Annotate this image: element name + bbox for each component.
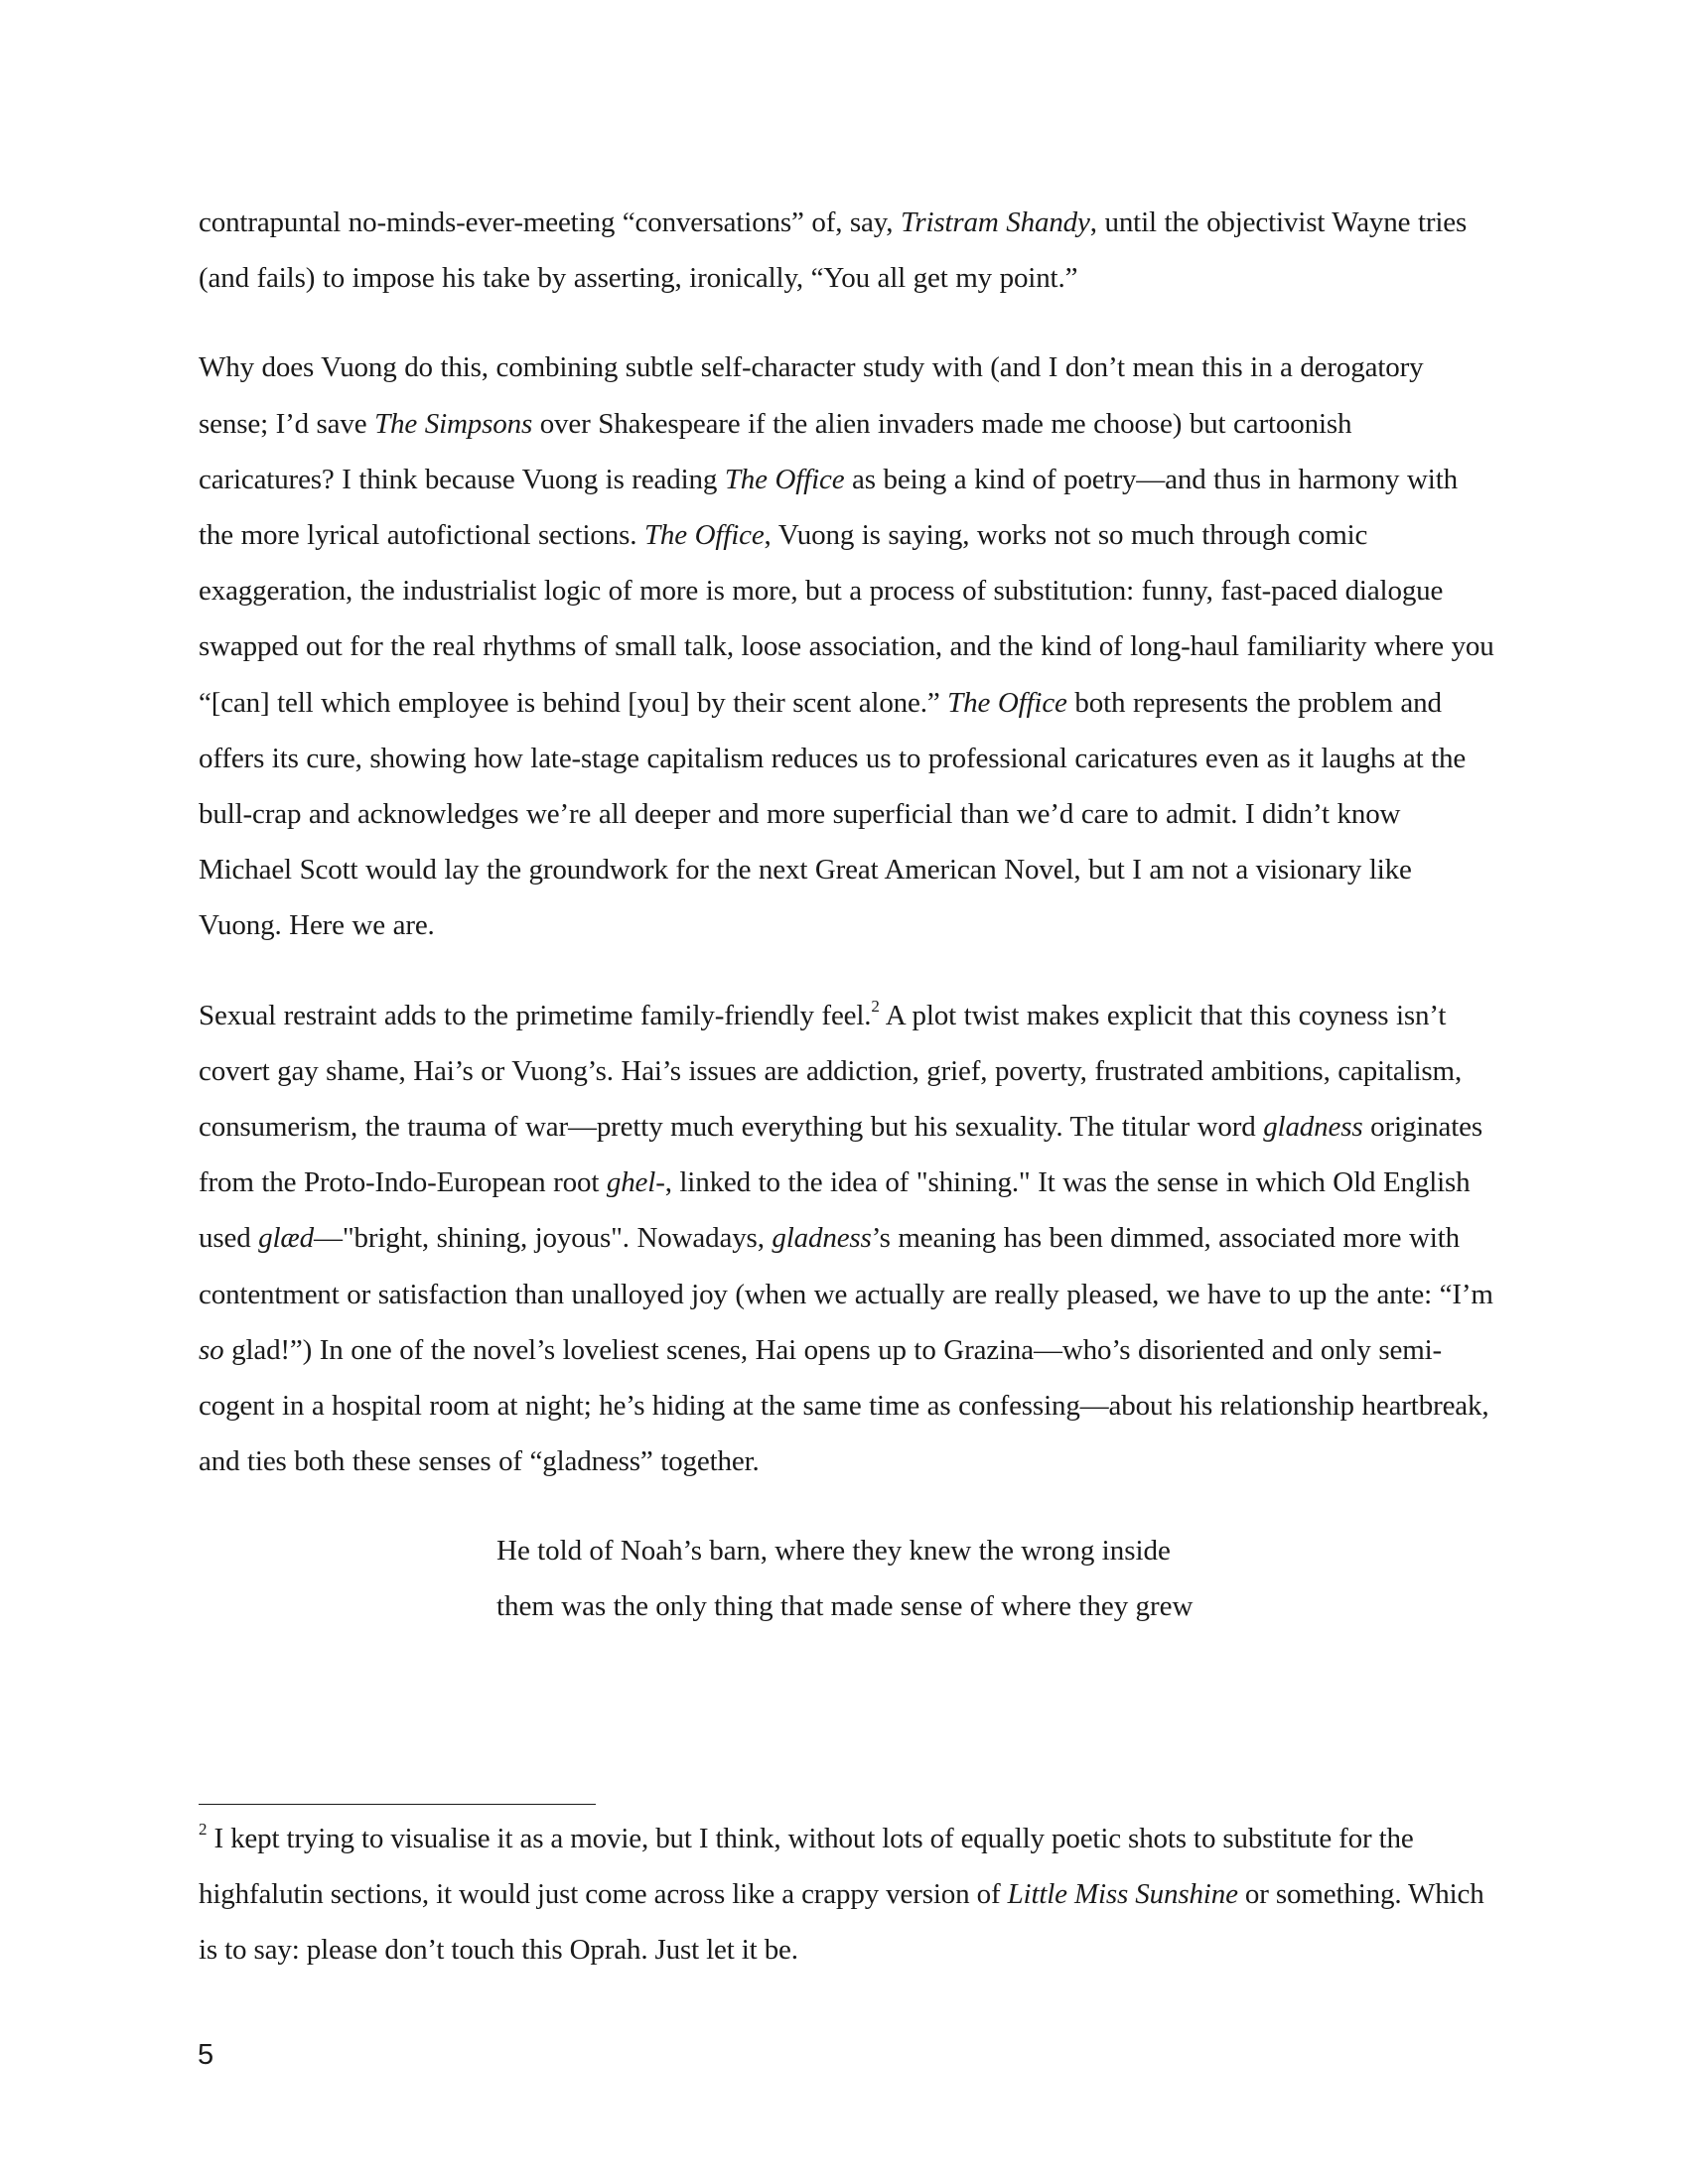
text-run: A plot twist makes explicit that this coyness isn’t covert gay shame, Hai’s or Vuong’s. Hai’s issues are addiction, grief, poverty, frustrated ambitions, capitalism, consumerism, the trauma of war—pretty much everything but his sexuality. The titular word: [199, 999, 1463, 1144]
text-run: Sexual restraint adds to the primetime family-friendly feel.: [199, 999, 872, 1031]
italic-text: gladness: [772, 1222, 872, 1255]
italic-text: so: [199, 1333, 224, 1366]
paragraph-2: [199, 340, 1494, 953]
quote-line-2: them was the only thing that made sense of where they grew: [496, 1590, 1194, 1623]
text-run: , until the objectivist Wayne tries (and fails) to impose his take by asserting, ironically, “You all get my point.”: [199, 206, 1468, 295]
text-run: glad!”) In one of the novel’s loveliest scenes, Hai opens up to Grazina—who’s disoriented and only semi-cogent in a hospital room at night; he’s hiding at the same time as confessing—about his relationship heartbreak, and ties both these senses of “gladness” together.: [199, 1333, 1489, 1478]
italic-text: ghel-: [606, 1166, 665, 1199]
body-text: [199, 195, 1494, 1634]
paragraph-1: [199, 195, 1494, 306]
text-run: over Shakespeare if the alien invaders made me choose) but cartoonish caricatures? I think because Vuong is reading: [199, 407, 1352, 495]
italic-text: The Office: [643, 519, 765, 552]
footnote-separator: [199, 1804, 596, 1805]
footnote-ref: 2: [871, 996, 880, 1016]
text-run: , linked to the idea of "shining." It was the sense in which Old English used: [199, 1166, 1471, 1255]
italic-text: gladness: [1263, 1111, 1363, 1144]
text-run: I kept trying to visualise it as a movie, but I think, without lots of equally poetic shots to substitute for the highfalutin sections, it would just come across like a crappy version of: [199, 1823, 1414, 1910]
footnote-text: [199, 1823, 1484, 1966]
footnote-number: 2: [199, 1820, 208, 1840]
text-run: , Vuong is saying, works not so much through comic exaggeration, the industrialist logic of more is more, but a process of substitution: funny, fast-paced dialogue swapped out for the real rhythms of small talk, loose association, and the kind of long-haul familiarity where you “[can] tell which employee is behind [you] by their scent alone.”: [199, 519, 1494, 719]
page-number: 5: [198, 2039, 214, 2071]
paragraph-3: [199, 988, 1494, 1490]
text-run: Why does Vuong do this, combining subtle self-character study with (and I don’t mean this in a derogatory sense; I’d save: [199, 351, 1424, 440]
italic-text: Tristram Shandy: [900, 206, 1090, 238]
italic-text: glæd: [258, 1222, 314, 1255]
text-run: —"bright, shining, joyous". Nowadays,: [313, 1222, 773, 1255]
quote-line-1: He told of Noah’s barn, where they knew the wrong inside: [496, 1535, 1171, 1568]
italic-text: Little Miss Sunshine: [1007, 1878, 1238, 1910]
text-run: both represents the problem and offers its cure, showing how late-stage capitalism reduces us to professional caricatures even as it laughs at the bull-crap and acknowledges we’re all deeper and more superficial than we’d care to admit. I didn’t know Michael Scott would lay the groundwork for the next Great American Novel, but I am not a visionary like Vuong. Here we are.: [199, 686, 1467, 942]
text-run: originates from the Proto-Indo-European root: [199, 1111, 1482, 1199]
italic-text: The Simpsons: [374, 407, 533, 440]
block-quote: [496, 1523, 1494, 1634]
text-run: contrapuntal no-minds-ever-meeting “conversations” of, say,: [199, 206, 901, 238]
footnote: [199, 1811, 1494, 1978]
text-run: as being a kind of poetry—and thus in harmony with the more lyrical autofictional sections.: [199, 463, 1458, 552]
text-run: or something. Which is to say: please don’t touch this Oprah. Just let it be.: [199, 1878, 1484, 1966]
italic-text: The Office: [947, 686, 1067, 719]
text-run: ’s meaning has been dimmed, associated more with contentment or satisfaction than unalloyed joy (when we actually are really pleased, we have to up the ante: “I’m: [199, 1222, 1493, 1310]
italic-text: The Office: [724, 463, 845, 495]
